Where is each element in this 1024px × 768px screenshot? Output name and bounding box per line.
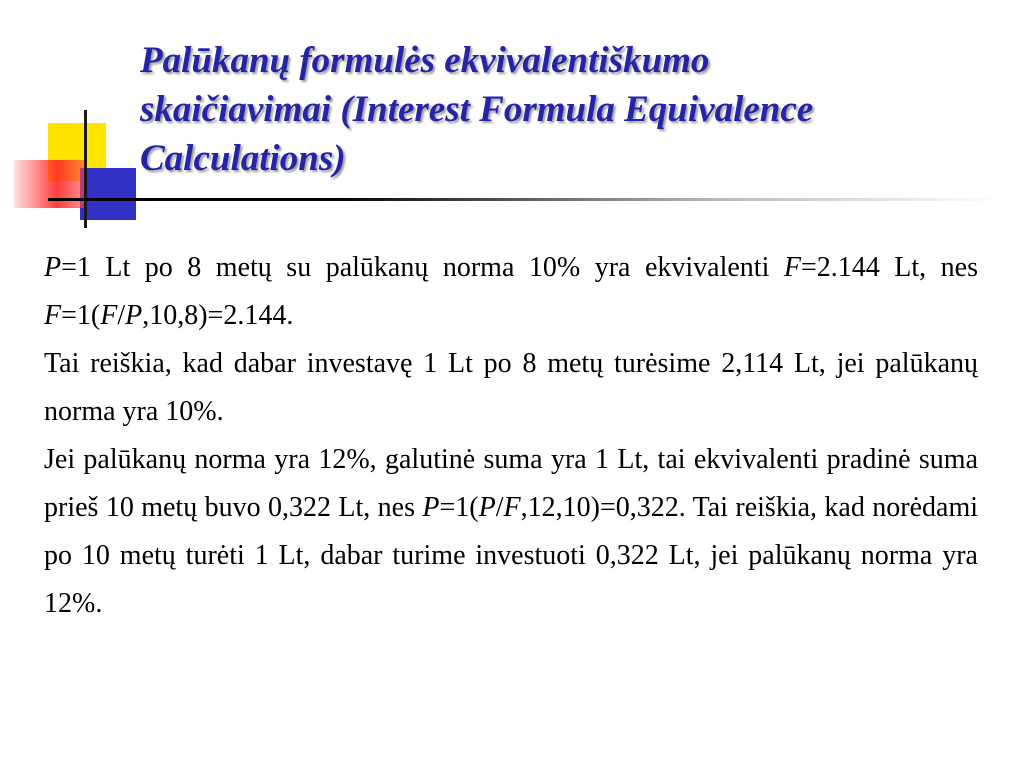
slash: /	[495, 492, 504, 523]
slide-body	[44, 244, 978, 628]
var-p: P	[125, 300, 143, 331]
slide-title	[140, 36, 1000, 183]
var-p: P	[422, 492, 440, 523]
text-segment: Jei palūkanų norma yra 12%, galutinė suma yra 1 Lt, tai ekvivalenti pradinė suma prieš 10 metų buvo 0,322 Lt, nes	[44, 444, 978, 523]
var-p: P	[44, 252, 62, 283]
text-segment: ,10,8)=2.144.	[142, 300, 294, 331]
title-underline	[48, 198, 998, 201]
paragraph-1	[44, 244, 978, 340]
var-f: F	[783, 252, 801, 283]
paragraph-2: Tai reiškia, kad dabar investavę 1 Lt po 8 metų turėsime 2,114 Lt, jei palūkanų norma yra 10%.	[44, 348, 978, 427]
title-line-3: Calculations)	[140, 138, 346, 179]
text-segment: =2.144 Lt, nes	[800, 252, 978, 283]
slash: /	[117, 300, 126, 331]
decor-blue-square	[80, 168, 136, 220]
decor-vertical-line	[84, 110, 87, 228]
var-f: F	[100, 300, 118, 331]
var-f: F	[503, 492, 521, 523]
var-f: F	[44, 300, 62, 331]
text-segment: =1 Lt po 8 metų su palūkanų norma 10% yra ekvivalenti	[61, 252, 784, 283]
paragraph-3	[44, 436, 978, 628]
text-segment: =1(	[439, 492, 479, 523]
var-p: P	[478, 492, 496, 523]
text-segment: =1(	[61, 300, 101, 331]
title-line-2: skaičiavimai (Interest Formula Equivalence	[140, 89, 814, 130]
text-segment: ,12,10)=0,322. Tai reiškia, kad norėdami po 10 metų turėti 1 Lt, dabar turime investuoti 0,322 Lt, jei palūkanų norma yra 12%.	[44, 492, 978, 619]
title-line-1: Palūkanų formulės ekvivalentiškumo	[140, 40, 710, 81]
